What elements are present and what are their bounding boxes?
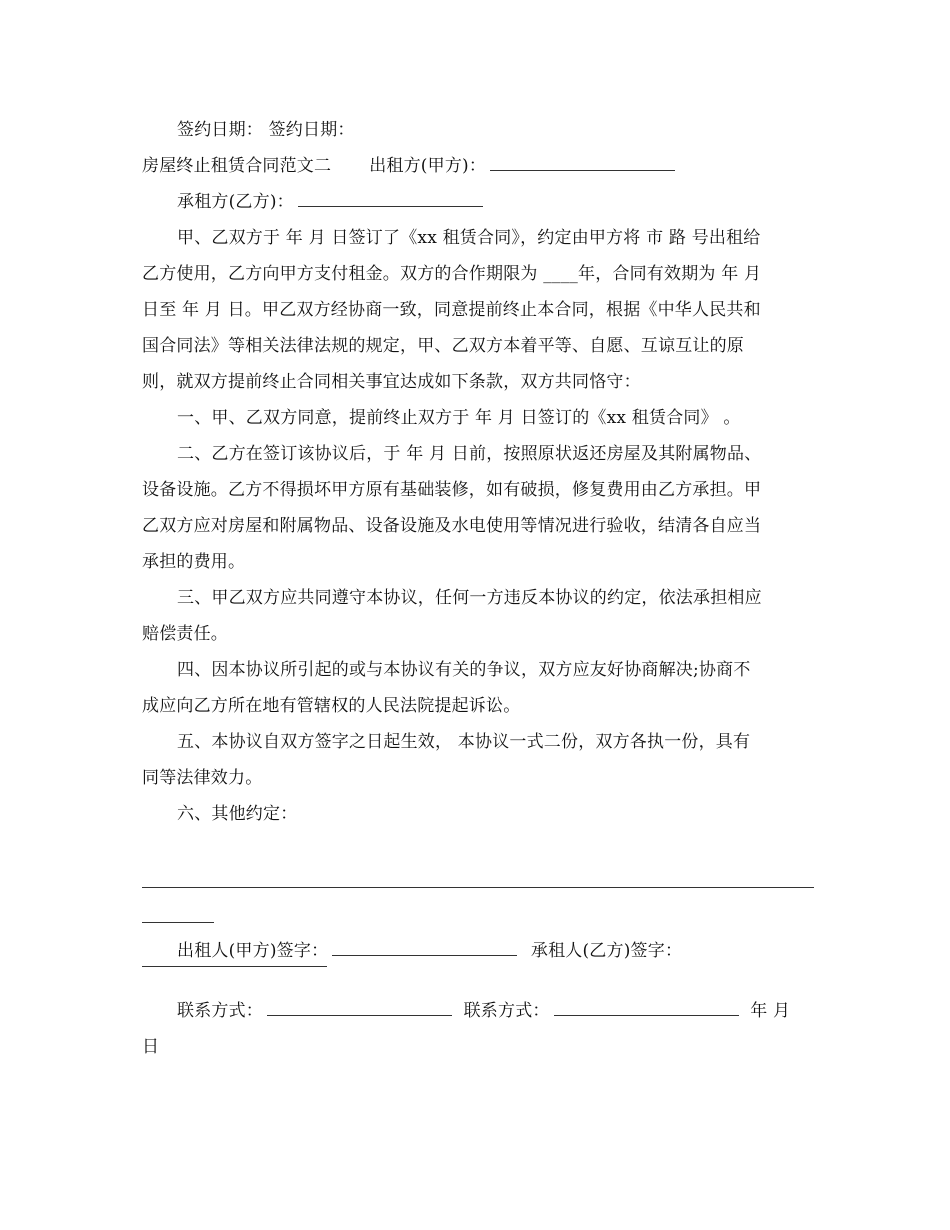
text-line: 二、乙方在签订该协议后，于 年 月 日前，按照原状返还房屋及其附属物品、 <box>177 444 762 464</box>
contract-document <box>142 112 814 1065</box>
text-line: 承担的费用。 <box>142 552 246 572</box>
clause-2 <box>142 436 814 580</box>
contact-blank-lessor <box>267 997 452 1016</box>
text-line: 乙双方应对房屋和附属物品、设备设施及水电使用等情况进行验收，结清各自应当 <box>142 516 762 536</box>
lessee-sign-blank <box>142 965 327 967</box>
clause-6: 六、其他约定： <box>177 804 298 824</box>
intro-paragraph <box>142 220 814 400</box>
lessor-sign-label: 出租人(甲方)签字： <box>177 941 329 961</box>
lessor-sign-blank <box>332 937 517 956</box>
lessee-sign-label: 承租人(乙方)签字： <box>530 941 683 961</box>
lessor-label: 出租方(甲方)： <box>369 156 487 176</box>
text-line: 日至 年 月 日。甲乙双方经协商一致，同意提前终止本合同，根据《中华人民共和 <box>142 300 761 320</box>
text-line: 甲、乙双方于 年 月 日签订了《xx 租赁合同》，约定由甲方将 市 路 号出租给 <box>177 228 761 248</box>
clause-5 <box>142 724 814 796</box>
clause-1 <box>142 400 814 436</box>
text-line: 设备设施。乙方不得损坏甲方原有基础装修，如有破损，修复费用由乙方承担。甲 <box>142 480 762 500</box>
date-year-month: 年 月 <box>750 1001 791 1021</box>
lessee-blank <box>298 188 483 207</box>
other-terms-blank-line <box>142 886 814 888</box>
lessor-blank <box>490 152 675 171</box>
signature-line <box>142 933 814 969</box>
sign-dates-line: 签约日期： 签约日期： <box>177 120 355 140</box>
text-line: 乙方使用，乙方向甲方支付租金。双方的合作期限为 ____年，合同有效期为 年 月 <box>142 264 762 284</box>
text-line: 五、本协议自双方签字之日起生效， 本协议一式二份，双方各执一份，具有 <box>177 732 751 752</box>
contact-label-lessor: 联系方式： <box>177 1001 263 1021</box>
text-line: 则，就双方提前终止合同相关事宜达成如下条款，双方共同恪守： <box>142 372 641 392</box>
text-line: 一、甲、乙双方同意，提前终止双方于 年 月 日签订的《xx 租赁合同》 。 <box>177 408 741 428</box>
contact-blank-lessee <box>554 997 739 1016</box>
text-line: 国合同法》等相关法律法规的规定，甲、乙双方本着平等、自愿、互谅互让的原 <box>142 336 744 356</box>
contact-line <box>142 993 814 1029</box>
title-lessor-line <box>142 148 814 184</box>
text-line: 赔偿责任。 <box>142 624 228 644</box>
clause-4 <box>142 652 814 724</box>
other-terms-blank-line-end <box>142 921 214 923</box>
clause-3 <box>142 580 814 652</box>
text-line: 三、甲乙双方应共同遵守本协议，任何一方违反本协议的约定，依法承担相应 <box>177 588 762 608</box>
contact-label-lessee: 联系方式： <box>463 1001 550 1021</box>
date-day: 日 <box>142 1037 160 1057</box>
text-line: 成应向乙方所在地有管辖权的人民法院提起诉讼。 <box>142 696 521 716</box>
document-title: 房屋终止租赁合同范文二 <box>142 156 332 176</box>
lessee-line <box>142 184 814 220</box>
text-line: 四、因本协议所引起的或与本协议有关的争议，双方应友好协商解决;协商不 <box>177 660 751 680</box>
lessee-label: 承租方(乙方)： <box>177 192 294 212</box>
text-line: 同等法律效力。 <box>142 768 263 788</box>
